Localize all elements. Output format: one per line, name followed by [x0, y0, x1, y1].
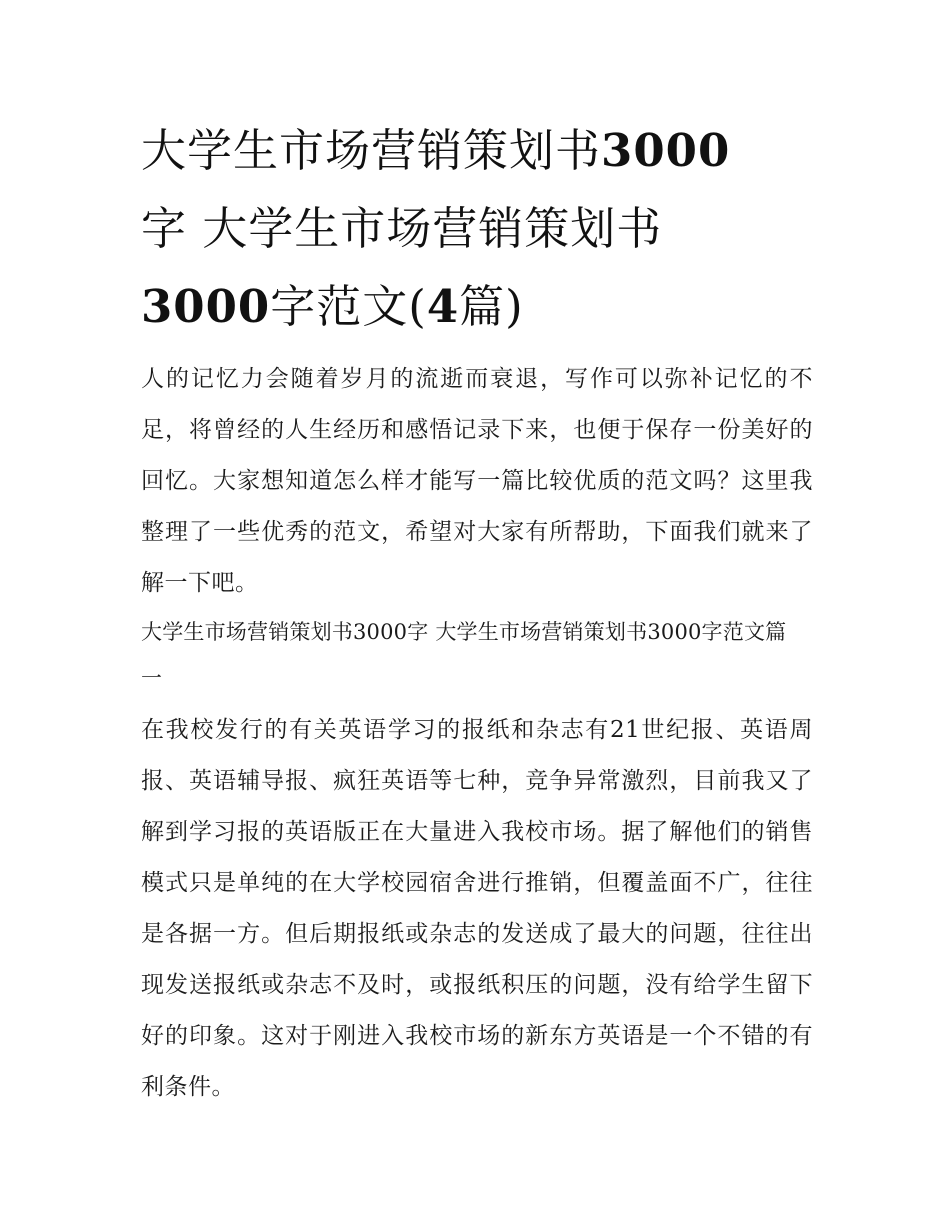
title-text-2: 字 大学生市场营销策划书 — [141, 202, 663, 255]
title-number-1: 3000 — [601, 124, 731, 177]
document-title — [141, 112, 813, 346]
title-number-2: 3000 — [141, 280, 271, 333]
intro-paragraph: 人的记忆力会随着岁月的流逝而衰退，写作可以弥补记忆的不足，将曾经的人生经历和感悟记录下来，也便于保存一份美好的回忆。大家想知道怎么样才能写一篇比较优质的范文吗？这里我整理了一些优秀的范文，希望对大家有所帮助，下面我们就来了解一下吧。 — [141, 366, 813, 596]
title-text-1: 大学生市场营销策划书 — [141, 124, 602, 177]
title-number-3: 4 — [426, 280, 460, 333]
title-text-3: 字范文( — [270, 280, 427, 333]
document-page — [141, 112, 813, 1113]
title-text-4: 篇) — [459, 280, 524, 333]
section-heading: 大学生市场营销策划书3000字 大学生市场营销策划书3000字范文篇一 — [141, 620, 787, 690]
body-paragraph: 在我校发行的有关英语学习的报纸和杂志有21世纪报、英语周报、英语辅导报、疯狂英语等七种，竞争异常激烈，目前我又了解到学习报的英语版正在大量进入我校市场。据了解他们的销售模式只是单纯的在大学校园宿舍进行推销，但覆盖面不广，往往是各据一方。但后期报纸或杂志的发送成了最大的问题，往往出现发送报纸或杂志不及时，或报纸积压的问题，没有给学生留下好的印象。这对于刚进入我校市场的新东方英语是一个不错的有利条件。 — [141, 717, 813, 1100]
